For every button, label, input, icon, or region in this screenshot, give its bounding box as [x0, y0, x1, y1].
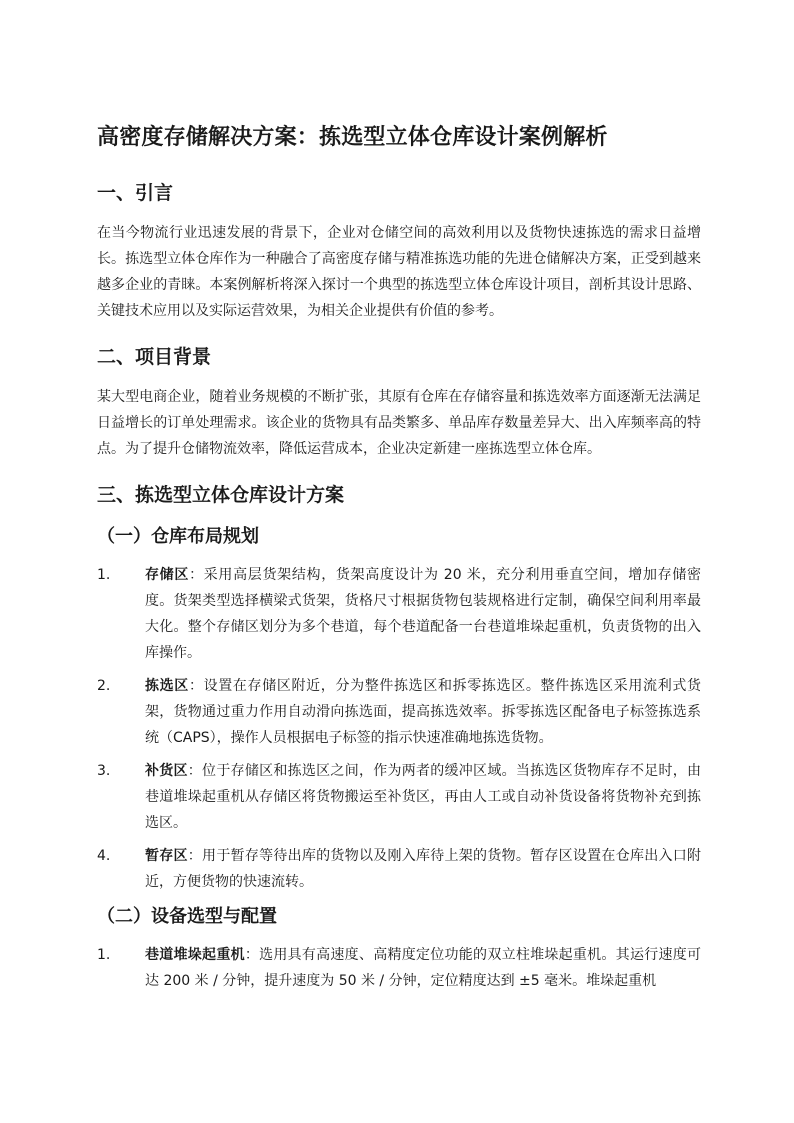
list-item-text: ：位于存储区和拣选区之间，作为两者的缓冲区域。当拣选区货物库存不足时，由巷道堆垛起重机从存储区将货物搬运至补货区，再由人工或自动补货设备将货物补充到拣选区。: [145, 763, 702, 831]
section-heading-intro: 一、引言: [97, 182, 174, 204]
section-heading-background: 二、项目背景: [97, 346, 212, 368]
list-item-term: 拣选区: [145, 678, 189, 694]
list-item: [97, 562, 701, 666]
list-item-term: 存储区: [145, 567, 190, 583]
list-item-text: ：用于暂存等待出库的货物以及刚入库待上架的货物。暂存区设置在仓库出入口附近，方便货物的快速流转。: [145, 848, 702, 890]
list-item-text: ：选用具有高速度、高精度定位功能的双立柱堆垛起重机。其运行速度可达 200 米 / 分钟，提升速度为 50 米 / 分钟，定位精度达到 ±5 毫米。堆垛起重机: [145, 947, 701, 989]
list-item: [97, 673, 701, 751]
list-item-number: 3.: [97, 763, 111, 779]
list-item-number: 4.: [97, 848, 111, 864]
list-item-number: 1.: [97, 567, 111, 583]
list-item: [97, 942, 701, 994]
background-paragraph: 某大型电商企业，随着业务规模的不断扩张，其原有仓库在存储容量和拣选效率方面逐渐无法满足日益增长的订单处理需求。该企业的货物具有品类繁多、单品库存数量差异大、出入库频率高的特点。为了提升仓储物流效率，降低运营成本，企业决定新建一座拣选型立体仓库。: [97, 389, 701, 457]
list-item-term: 暂存区: [145, 848, 188, 864]
list-item: [97, 843, 701, 895]
document-title: 高密度存储解决方案：拣选型立体仓库设计案例解析: [97, 125, 608, 150]
list-item-term: 巷道堆垛起重机: [145, 947, 245, 963]
list-item-number: 2.: [97, 678, 111, 694]
document-page: [97, 120, 701, 1001]
section-heading-design: 三、拣选型立体仓库设计方案: [97, 484, 345, 506]
list-item: [97, 758, 701, 836]
subsection-heading-equipment: （二）设备选型与配置: [97, 906, 277, 927]
list-item-term: 补货区: [145, 763, 188, 779]
subsection-heading-layout: （一）仓库布局规划: [97, 526, 259, 547]
list-item-text: ：设置在存储区附近，分为整件拣选区和拆零拣选区。整件拣选区采用流利式货架，货物通过重力作用自动滑向拣选面，提高拣选效率。拆零拣选区配备电子标签拣选系统（CAPS），操作人员根据电子标签的指示快速准确地拣选货物。: [145, 678, 702, 746]
list-item-number: 1.: [97, 947, 111, 963]
intro-paragraph: 在当今物流行业迅速发展的背景下，企业对仓储空间的高效利用以及货物快速拣选的需求日益增长。拣选型立体仓库作为一种融合了高密度存储与精准拣选功能的先进仓储解决方案，正受到越来越多企业的青睐。本案例解析将深入探讨一个典型的拣选型立体仓库设计项目，剖析其设计思路、关键技术应用以及实际运营效果，为相关企业提供有价值的参考。: [97, 225, 701, 319]
equipment-list: [97, 942, 701, 994]
list-item-text: ：采用高层货架结构，货架高度设计为 20 米，充分利用垂直空间，增加存储密度。货架类型选择横梁式货架，货格尺寸根据货物包装规格进行定制，确保空间利用率最大化。整个存储区划分为多个巷道，每个巷道配备一台巷道堆垛起重机，负责货物的出入库操作。: [145, 567, 702, 661]
layout-list: [97, 562, 701, 895]
